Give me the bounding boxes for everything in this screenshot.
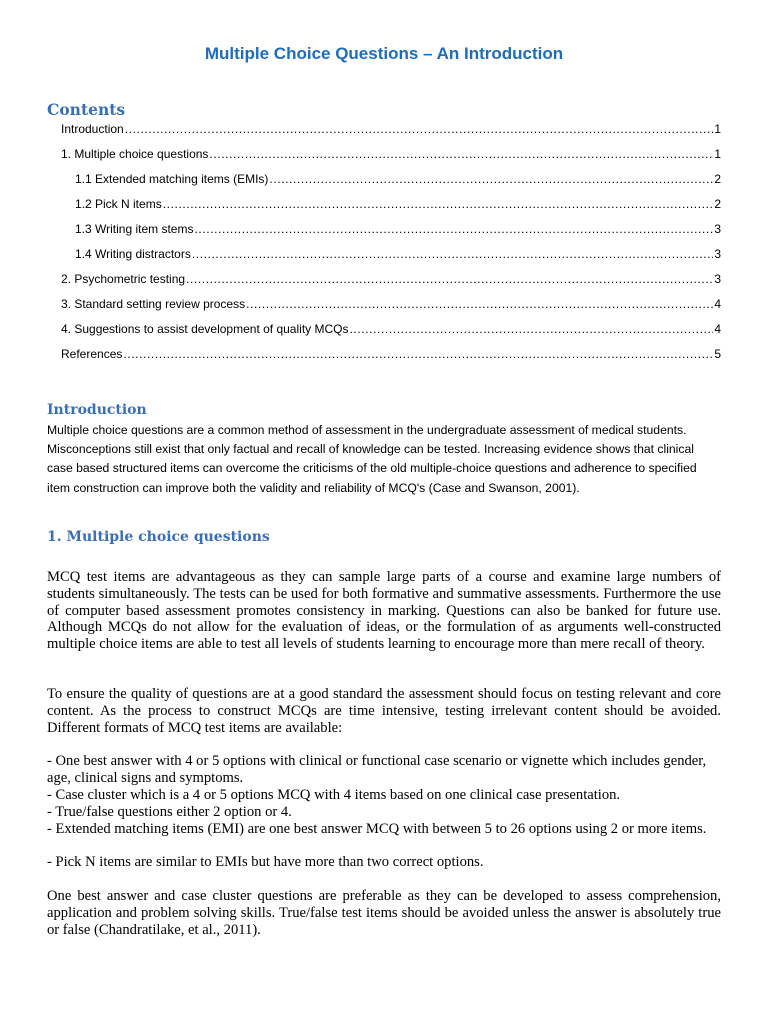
toc-entry-page: 4	[714, 322, 721, 336]
toc-entry-standard-setting[interactable]	[61, 295, 721, 313]
toc-entry-page: 5	[714, 347, 721, 361]
toc-entry-multiple-choice-questions[interactable]	[61, 145, 721, 163]
section-1-heading: 1. Multiple choice questions	[47, 529, 270, 545]
toc-entry-page: 2	[714, 197, 721, 211]
toc-entry-label: Introduction	[61, 122, 124, 136]
toc-entry-label: References	[61, 347, 123, 361]
toc-entry-label: 1.1 Extended matching items (EMIs)	[75, 172, 269, 186]
section-1-paragraph-1: MCQ test items are advantageous as they can sample large parts of a course and examine large numbers of students simultaneously. The tests can be used for both formative and summative assessments. Furthermore the use of computer based assessment promotes consistency in marking. Questions can also be banked for future use. Although MCQs do not allow for the evaluation of ideas, or the formulation of as arguments well-constructed multiple choice items are able to test all levels of students learning to encourage more than mere recall of theory.	[47, 569, 721, 653]
toc-leader-dots	[246, 295, 713, 313]
toc-entry-page: 3	[714, 272, 721, 286]
toc-leader-dots	[186, 270, 713, 288]
toc-entry-page: 1	[714, 122, 721, 136]
toc-entry-label: 4. Suggestions to assist development of quality MCQs	[61, 322, 349, 336]
list-item: - True/false questions either 2 option or 4.	[47, 804, 292, 820]
toc-entry-page: 4	[714, 297, 721, 311]
toc-entry-emis[interactable]	[75, 170, 721, 188]
list-item: - One best answer with 4 or 5 options with clinical or functional case scenario or vignette which includes gender, age, clinical signs and symptoms.	[47, 753, 707, 786]
introduction-heading: Introduction	[47, 402, 147, 418]
toc-entry-distractors[interactable]	[75, 245, 721, 263]
toc-leader-dots	[209, 145, 713, 163]
toc-entry-introduction[interactable]	[61, 120, 721, 138]
toc-entry-pick-n[interactable]	[75, 195, 721, 213]
toc-entry-references[interactable]	[61, 345, 721, 363]
toc-entry-page: 2	[714, 172, 721, 186]
list-item: - Extended matching items (EMI) are one best answer MCQ with between 5 to 26 options using 2 or more items.	[47, 821, 707, 837]
document-title: Multiple Choice Questions – An Introduction	[204, 44, 564, 63]
toc-leader-dots	[123, 345, 713, 363]
contents-heading: Contents	[47, 100, 126, 119]
toc-entry-label: 1. Multiple choice questions	[61, 147, 209, 161]
toc-leader-dots	[194, 220, 713, 238]
list-item: - Case cluster which is a 4 or 5 options MCQ with 4 items based on one clinical case presentation.	[47, 787, 621, 803]
toc-entry-label: 3. Standard setting review process	[61, 297, 246, 311]
introduction-paragraph: Multiple choice questions are a common method of assessment in the undergraduate assessment of medical students. Misconceptions still exist that only factual and recall of knowledge can be tested. Increasing evidence shows that clinical case based structured items can overcome the criticisms of the old multiple-choice questions and adherence to specified item construction can improve both the validity and reliability of MCQ's (Case and Swanson, 2001).	[47, 423, 697, 495]
toc-leader-dots	[125, 120, 714, 138]
toc-leader-dots	[163, 195, 714, 213]
list-item: - Pick N items are similar to EMIs but have more than two correct options.	[47, 854, 484, 870]
toc-entry-label: 2. Psychometric testing	[61, 272, 186, 286]
toc-entry-item-stems[interactable]	[75, 220, 721, 238]
toc-entry-suggestions[interactable]	[61, 320, 721, 338]
toc-entry-page: 1	[714, 147, 721, 161]
section-1-paragraph-3: One best answer and case cluster questions are preferable as they can be developed to assess comprehension, application and problem solving skills. True/false test items should be avoided unless the answer is absolutely true or false (Chandratilake, et al., 2011).	[47, 888, 721, 938]
toc-entry-label: 1.3 Writing item stems	[75, 222, 194, 236]
toc-entry-psychometric-testing[interactable]	[61, 270, 721, 288]
section-1-paragraph-2: To ensure the quality of questions are at a good standard the assessment should focus on testing relevant and core content. As the process to construct MCQs are time intensive, testing irrelevant content should be avoided. Different formats of MCQ test items are available:	[47, 686, 721, 736]
toc-leader-dots	[192, 245, 713, 263]
toc-entry-page: 3	[714, 247, 721, 261]
toc-leader-dots	[349, 320, 713, 338]
toc-leader-dots	[269, 170, 713, 188]
toc-entry-page: 3	[714, 222, 721, 236]
toc-entry-label: 1.4 Writing distractors	[75, 247, 191, 261]
toc-entry-label: 1.2 Pick N items	[75, 197, 162, 211]
